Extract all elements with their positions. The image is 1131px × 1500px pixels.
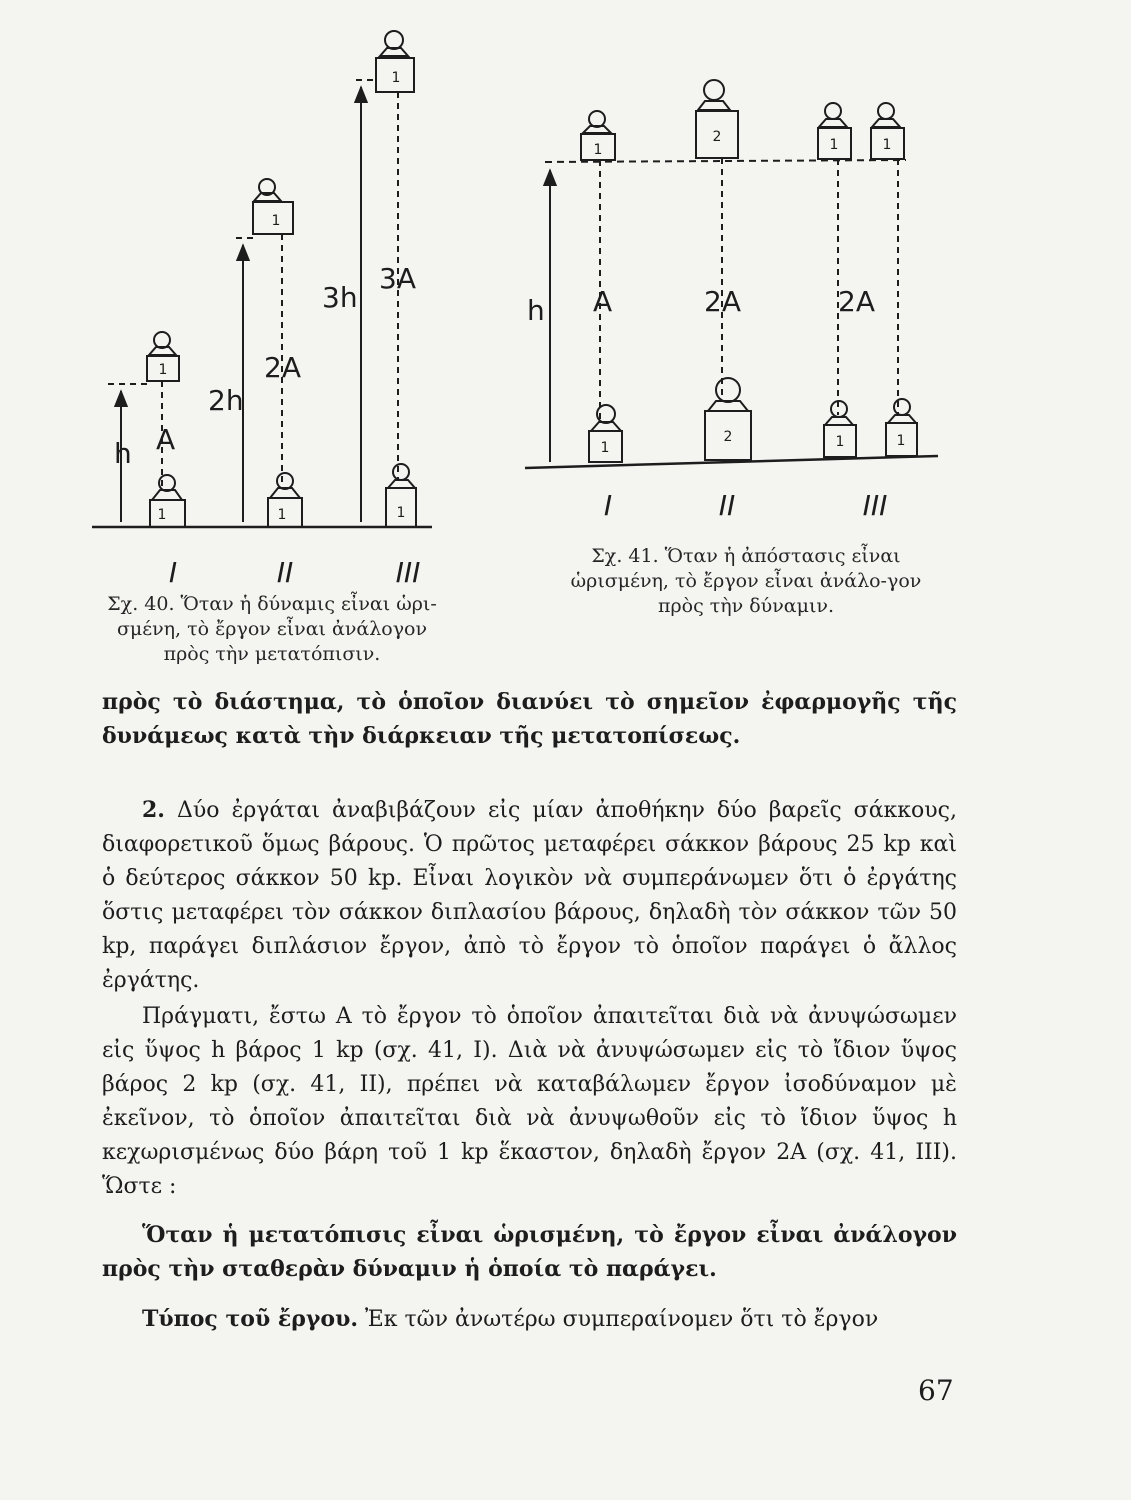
fig40-work-2A: 2A bbox=[264, 351, 301, 384]
fig40-weight-label: 1 bbox=[396, 505, 406, 521]
fig40-weight-label: 1 bbox=[157, 507, 167, 523]
fig41-numeral-I: I bbox=[603, 489, 613, 522]
fig41-weight-label: 1 bbox=[835, 434, 845, 450]
fig40-weight-label: 1 bbox=[277, 507, 287, 523]
fig41-work-2A: 2A bbox=[704, 285, 741, 318]
fig40-caption: Σχ. 40. Ὅταν ἡ δύναμις εἶναι ὡρι-σμένη, τὸ ἔργον εἶναι ἀνάλογον πρὸς τὴν μετατόπισιν. bbox=[107, 593, 437, 665]
fig40-height-2h: 2h bbox=[208, 384, 244, 417]
paragraph-1: πρὸς τὸ διάστημα, τὸ ὁποῖον διανύει τὸ σημεῖον ἐφαρμογῆς τῆς δυνάμεως κατὰ τὴν διάρκειαν τῆς μετατοπίσεως. bbox=[102, 689, 957, 749]
paragraph-5-heading: Τύπος τοῦ ἔργου. bbox=[142, 1306, 358, 1332]
fig41-work-A: A bbox=[593, 285, 613, 318]
figure-41 bbox=[525, 80, 938, 468]
fig40-height-h: h bbox=[114, 437, 132, 470]
paragraph-3: Πράγματι, ἔστω Α τὸ ἔργον τὸ ὁποῖον ἀπαιτεῖται διὰ νὰ ἀνυψώσωμεν εἰς ὕψος h βάρος 1 kp (σχ. 41, I). Διὰ νὰ ἀνυψώσωμεν εἰς τὸ ἴδιον ὕψος βάρος 2 kp (σχ. 41, II), πρέπει νὰ καταβάλωμεν ἔργον ἰσοδύναμον μὲ ἐκεῖνον, τὸ ὁποῖον ἀπαιτεῖται διὰ νὰ ἀνυψωθοῦν εἰς τὸ ἴδιον ὕψος h κεχωρισμένως δύο βάρη τοῦ 1 kp ἕκαστον, δηλαδὴ ἔργον 2Α (σχ. 41, III). Ὥστε : bbox=[102, 1004, 957, 1199]
fig40-weight-label: 1 bbox=[158, 362, 168, 378]
paragraph-5-text: Ἐκ τῶν ἀνωτέρω συμπεραίνομεν ὅτι τὸ ἔργον bbox=[365, 1307, 879, 1332]
fig41-weight-label: 1 bbox=[829, 137, 839, 153]
paragraph-2 bbox=[102, 793, 957, 998]
fig41-ground-line bbox=[525, 456, 938, 468]
fig41-weight-label: 1 bbox=[882, 137, 892, 153]
page-number: 67 bbox=[918, 1374, 954, 1407]
fig40-weight-label: 1 bbox=[391, 70, 401, 86]
paragraph-4: Ὅταν ἡ μετατόπισις εἶναι ὡρισμένη, τὸ ἔργον εἶναι ἀνάλογον πρὸς τὴν σταθερὰν δύναμιν ἡ ὁποία τὸ παράγει. bbox=[102, 1222, 957, 1282]
paragraph-5 bbox=[102, 1302, 957, 1337]
fig41-height-h: h bbox=[527, 294, 545, 327]
fig41-work-2A-III: 2A bbox=[838, 285, 875, 318]
fig40-weight-I-bottom bbox=[150, 475, 185, 527]
fig41-caption: Σχ. 41. Ὅταν ἡ ἀπόστασις εἶναι ὡρισμένη, τὸ ἔργον εἶναι ἀνάλο-γον πρὸς τὴν δύναμιν. bbox=[570, 545, 922, 617]
fig41-weight-label: 1 bbox=[593, 142, 603, 158]
fig41-numeral-II: II bbox=[718, 489, 736, 522]
fig41-weight-II-bottom bbox=[705, 378, 751, 460]
fig41-numeral-III: III bbox=[862, 489, 888, 522]
paragraph-2-text: Δύο ἐργάται ἀναβιβάζουν εἰς μίαν ἀποθήκην δύο βαρεῖς σάκκους, διαφορετικοῦ ὅμως βάρους. Ὁ πρῶτος μεταφέρει σάκκον βάρους 25 kp καὶ ὁ δεύτερος σάκκον 50 kp. Εἶναι λογικὸν νὰ συμπεράνωμεν ὅτι ὁ ἐργάτης ὅστις μεταφέρει τὸν σάκκον διπλασίου βάρους, δηλαδὴ τὸν σάκκον τῶν 50 kp, παράγει διπλάσιον ἔργον, ἀπὸ τὸ ἔργον τὸ ὁποῖον παράγει ὁ ἄλλος ἐργάτης. bbox=[102, 798, 957, 993]
fig40-weight-label: 1 bbox=[271, 213, 281, 229]
fig41-weight-label: 1 bbox=[896, 433, 906, 449]
fig40-work-A: A bbox=[156, 423, 176, 456]
fig40-numeral-III: III bbox=[395, 556, 421, 589]
fig40-height-3h: 3h bbox=[322, 281, 358, 314]
fig40-numeral-II: II bbox=[276, 556, 294, 589]
fig40-numeral-I: I bbox=[168, 556, 178, 589]
paragraph-2-number: 2. bbox=[142, 797, 165, 823]
fig41-weight-label: 2 bbox=[723, 429, 733, 445]
fig41-weight-label: 2 bbox=[712, 129, 722, 145]
fig41-weight-II-raised bbox=[696, 80, 738, 158]
fig41-weight-label: 1 bbox=[600, 440, 610, 456]
fig40-work-3A: 3A bbox=[379, 262, 416, 295]
